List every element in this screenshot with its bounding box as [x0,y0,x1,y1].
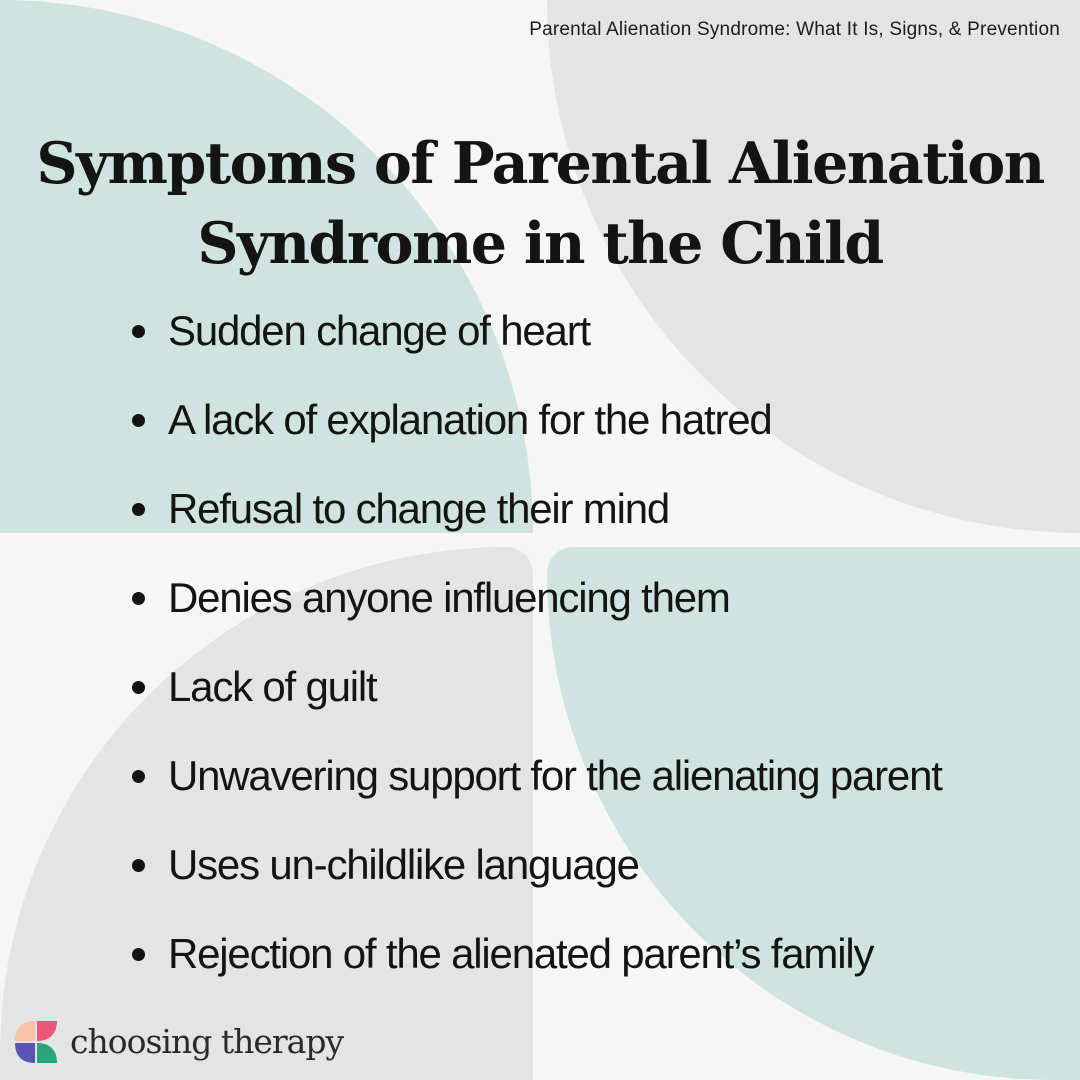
logo-petal-top-right [37,1021,57,1041]
symptom-text: Refusal to change their mind [168,485,670,532]
bullet-icon [132,325,145,338]
main-heading [20,124,1060,284]
symptom-item [125,923,942,1012]
brand-logo-lockup[interactable] [12,1017,343,1067]
bullet-icon [132,414,145,427]
brand-name: choosing therapy [70,1022,344,1061]
main-heading-line-2: Syndrome in the Child [197,210,883,277]
symptom-item [125,389,942,478]
bullet-icon [132,681,145,694]
bullet-icon [132,770,145,783]
symptom-text: Rejection of the alienated parent’s family [168,930,874,977]
bullet-icon [132,592,145,605]
logo-petal-bottom-left [15,1043,35,1063]
symptom-list [125,300,942,1012]
article-title: Parental Alienation Syndrome: What It Is, Signs, & Prevention [529,19,1060,40]
bullet-icon [132,948,145,961]
symptom-item [125,745,942,834]
symptom-item [125,478,942,567]
symptom-item [125,567,942,656]
logo-petal-bottom-right [37,1043,57,1063]
symptom-text: Lack of guilt [168,663,377,710]
symptom-item [125,300,942,389]
symptom-text: Unwavering support for the alienating parent [168,752,942,799]
symptom-item [125,656,942,745]
symptom-item [125,834,942,923]
symptom-text: Uses un-childlike language [168,841,639,888]
symptom-text: Sudden change of heart [168,307,590,354]
bullet-icon [132,859,145,872]
bullet-icon [132,503,145,516]
symptom-text: Denies anyone influencing them [168,574,730,621]
choosing-therapy-logo-icon [12,1018,60,1066]
logo-petal-top-left [15,1021,35,1041]
main-heading-line-1: Symptoms of Parental Alienation [36,130,1044,197]
symptom-text: A lack of explanation for the hatred [168,396,772,443]
